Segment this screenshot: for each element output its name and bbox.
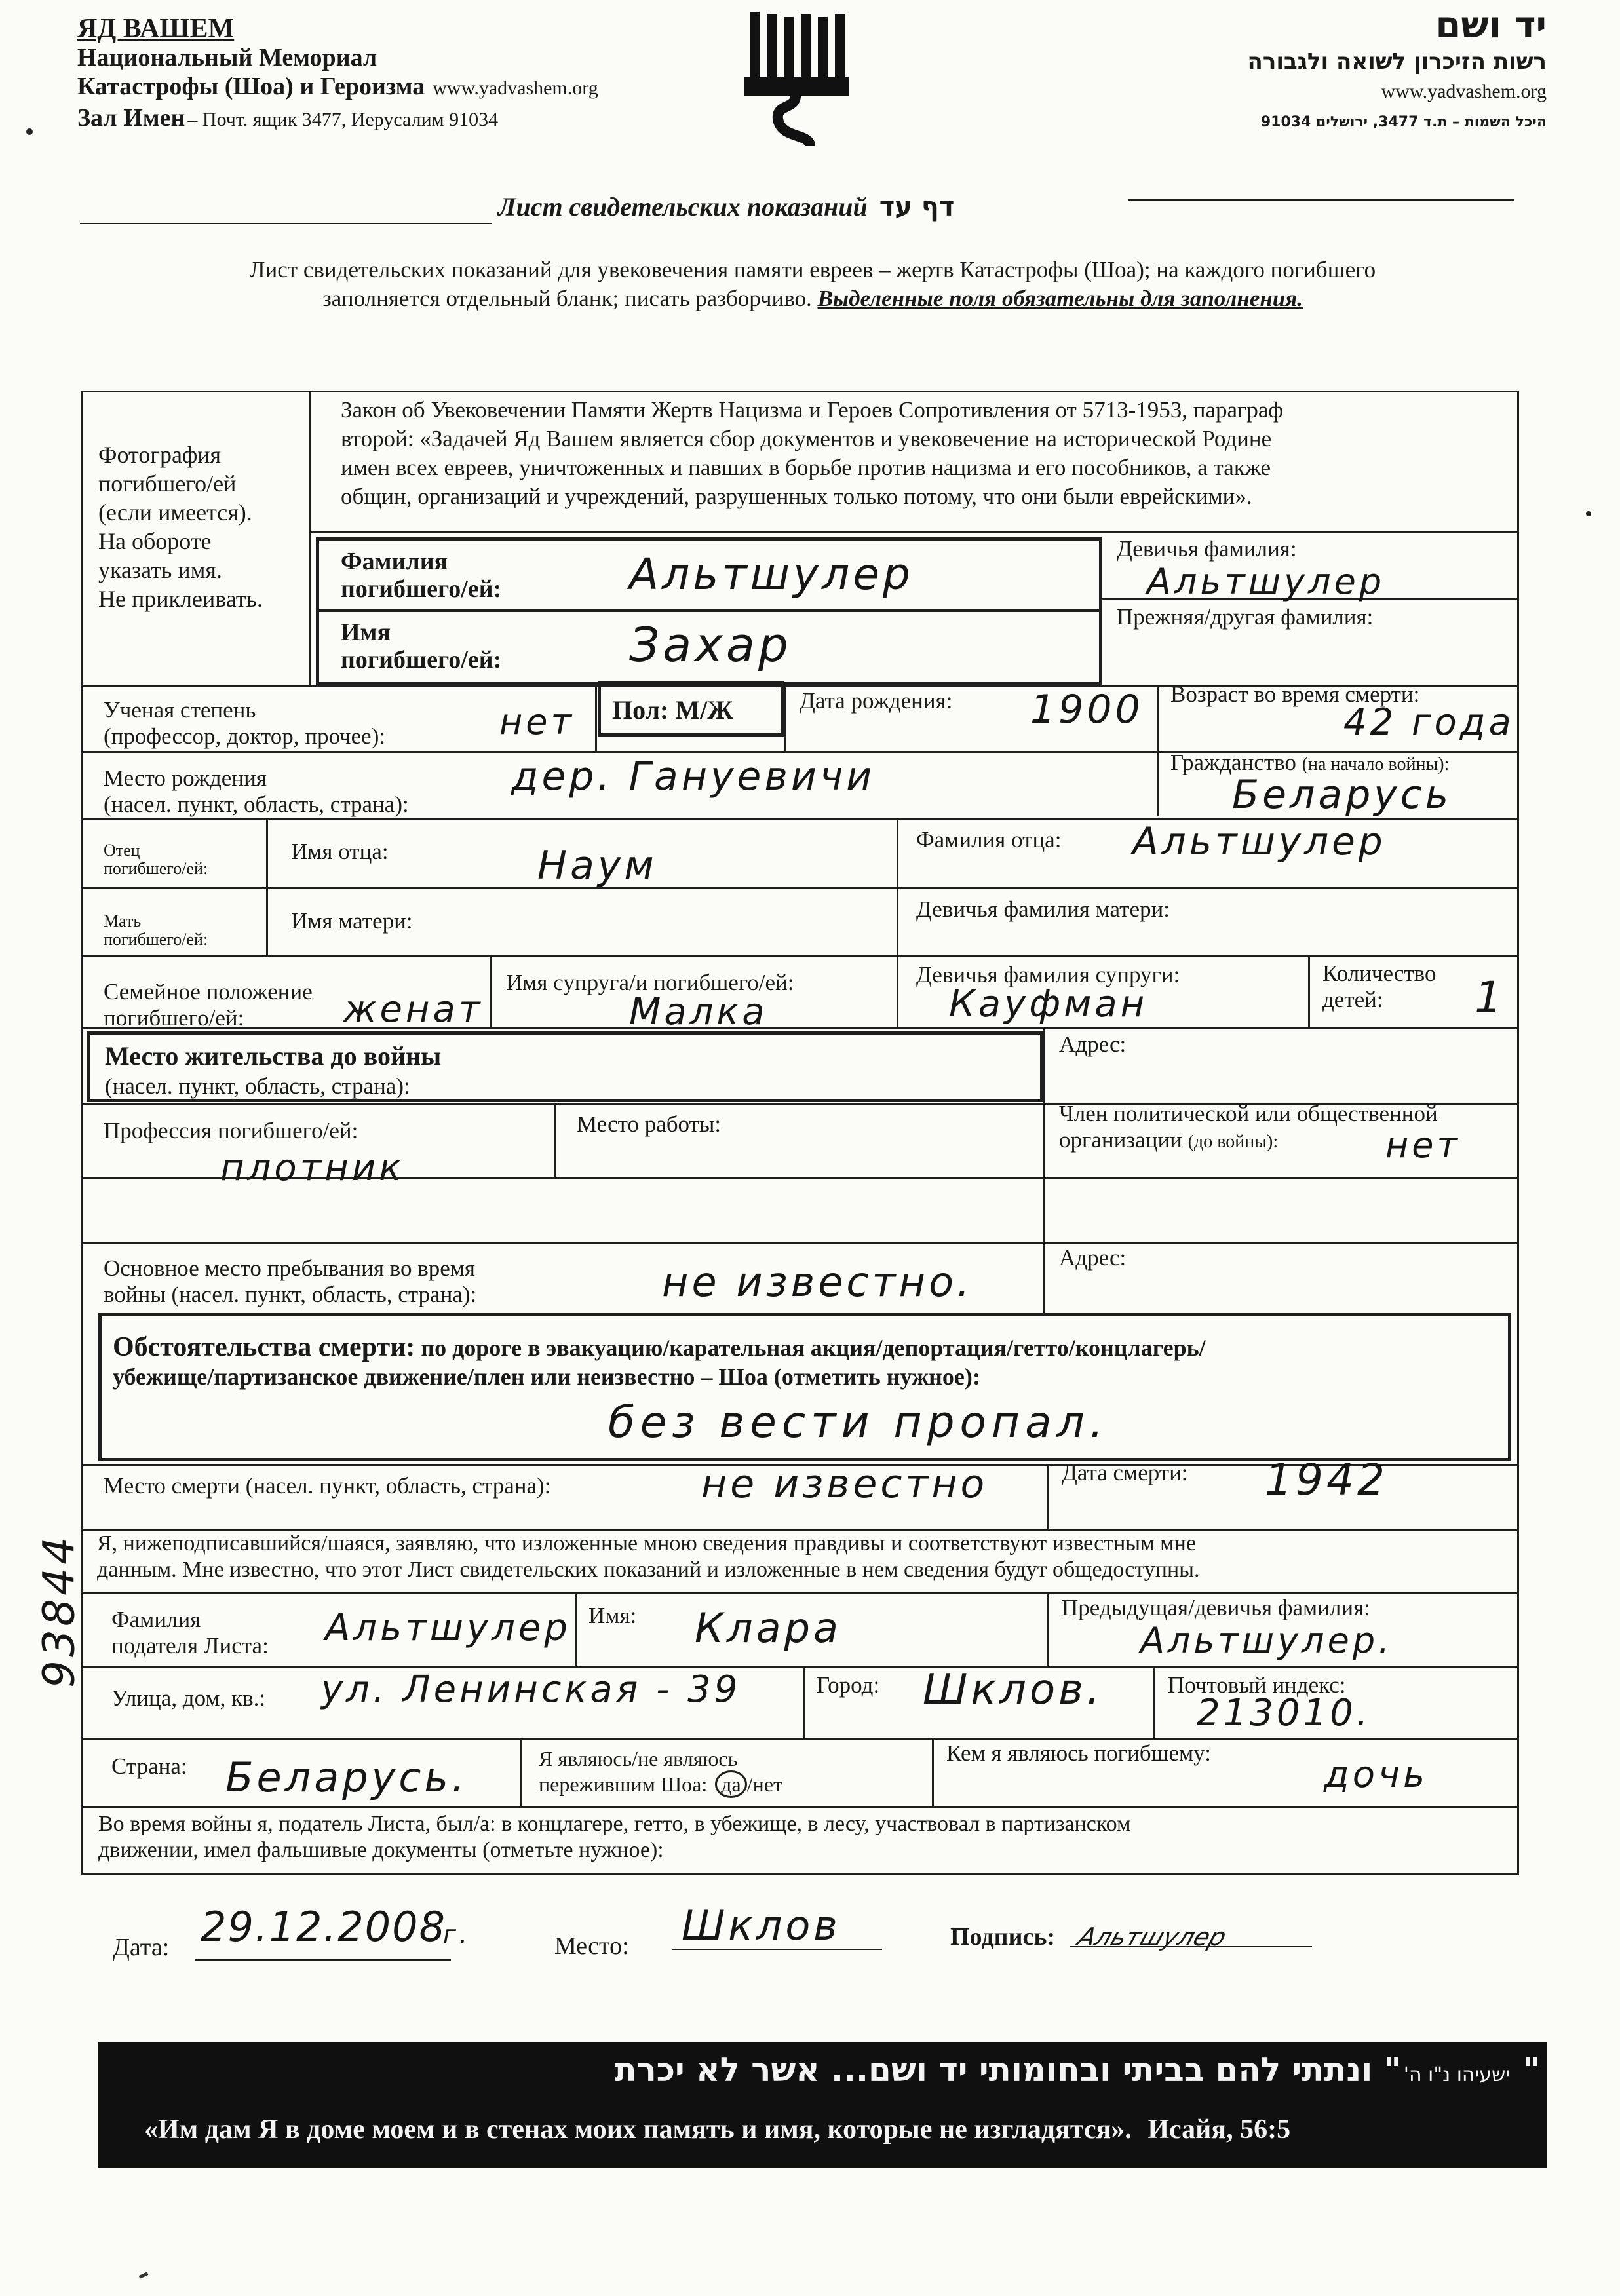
citizenship-value[interactable]: Беларусь bbox=[1232, 772, 1452, 818]
profession-value[interactable]: плотник bbox=[220, 1147, 405, 1189]
title-rule-right bbox=[1128, 199, 1514, 201]
sex-label: Пол: М/Ж bbox=[612, 695, 733, 725]
law-text-line: второй: «Задачей Яд Вашем является сбор документов и увековечение на исторической Родине bbox=[341, 426, 1272, 451]
label-line: Фамилия bbox=[111, 1607, 201, 1632]
age-value[interactable]: 42 года bbox=[1343, 701, 1514, 744]
victim-surname-label bbox=[341, 548, 501, 603]
photo-note-line: Фотография bbox=[98, 442, 222, 468]
label-line: войны (насел. пункт, область, страна): bbox=[104, 1282, 477, 1307]
age-label: Возраст во время смерти: bbox=[1170, 681, 1420, 707]
survivor-label bbox=[539, 1747, 782, 1798]
declaration-line: Я, нижеподписавшийся/шаяся, заявляю, что изложенные мною сведения правдивы и соответствуют известным мне bbox=[97, 1531, 1196, 1556]
yad-vashem-logo bbox=[733, 5, 864, 146]
row-rule bbox=[81, 1806, 1519, 1808]
org-url-left: www.yadvashem.org bbox=[433, 77, 598, 99]
col-rule bbox=[932, 1738, 934, 1806]
org-line2-he: רשות הזיכרון לשואה ולגבורה bbox=[1247, 48, 1547, 75]
label-line: организации bbox=[1059, 1127, 1182, 1153]
org-name-ru: ЯД ВАШЕМ bbox=[77, 14, 235, 44]
spouse-name-label: Имя супруга/и погибшего/ей: bbox=[506, 970, 794, 995]
org-address-ru: – Почт. ящик 3477, Иерусалим 91034 bbox=[187, 109, 499, 130]
label-line: Фамилия bbox=[341, 548, 448, 575]
victim-firstname-value[interactable]: Захар bbox=[629, 617, 792, 672]
col-rule bbox=[1043, 1027, 1045, 1244]
row-rule bbox=[81, 1738, 1519, 1740]
photo-divider bbox=[309, 391, 311, 687]
victim-other-surname-label: Прежняя/другая фамилия: bbox=[1117, 604, 1374, 630]
circumstances-value[interactable]: без вести пропал. bbox=[608, 1397, 1109, 1447]
org-name-he: יד ושם bbox=[1435, 4, 1547, 47]
survivor-no-option[interactable]: нет bbox=[752, 1772, 782, 1796]
quote-he-text: " ונתתי להם בביתי ובחומותי יד ושם... אשר לא יכרת" bbox=[614, 2051, 1540, 2089]
col-rule bbox=[897, 955, 898, 1027]
birthdate-label: Дата рождения: bbox=[800, 688, 953, 714]
photo-note-line: На обороте bbox=[98, 528, 212, 554]
marital-value[interactable]: женат bbox=[343, 988, 484, 1031]
label-line: Мать bbox=[104, 911, 142, 930]
relation-label: Кем я являюсь погибшему: bbox=[946, 1740, 1211, 1766]
law-text-line: общин, организаций и учреждений, разрушенных только потому, что они были еврейскими». bbox=[341, 484, 1252, 509]
spouse-name-value[interactable]: Малка bbox=[629, 991, 768, 1033]
date-suffix: г. bbox=[443, 1920, 471, 1949]
form-title-he: דף עד bbox=[879, 192, 955, 222]
photo-note-line: погибшего/ей bbox=[98, 470, 237, 497]
col-rule bbox=[784, 685, 786, 751]
quote-banner bbox=[98, 2042, 1547, 2168]
label-line: движении, имел фальшивые документы (отметьте нужное): bbox=[98, 1838, 664, 1862]
survivor-yes-option[interactable]: да bbox=[715, 1770, 746, 1798]
spouse-maiden-value[interactable]: Кауфман bbox=[949, 983, 1148, 1025]
spouse-maiden-label: Девичья фамилия супруги: bbox=[916, 962, 1180, 987]
col-rule bbox=[595, 685, 597, 751]
label-line: (профессор, доктор, прочее): bbox=[104, 723, 386, 749]
quote-he bbox=[478, 2051, 1540, 2089]
circumstances-text bbox=[113, 1333, 1495, 1391]
quote-ru bbox=[144, 2114, 1290, 2145]
children-label bbox=[1322, 961, 1436, 1013]
submitter-name-value[interactable]: Клара bbox=[695, 1604, 841, 1652]
row-rule bbox=[81, 955, 1519, 957]
col-rule bbox=[1157, 751, 1159, 816]
zip-label: Почтовый индекс: bbox=[1168, 1672, 1346, 1698]
citizenship-label-note: (на начало войны): bbox=[1302, 754, 1450, 775]
profession-label: Профессия погибшего/ей: bbox=[104, 1118, 358, 1143]
label-line: Имя bbox=[341, 619, 391, 646]
signature-label: Подпись: bbox=[950, 1923, 1056, 1951]
form-title-ru: Лист свидетельских показаний bbox=[498, 192, 868, 221]
mother-maiden-label: Девичья фамилия матери: bbox=[916, 896, 1170, 922]
father-name-value[interactable]: Наум bbox=[537, 843, 657, 889]
photo-note-line: (если имеется). bbox=[98, 499, 252, 526]
survivor-separator: / bbox=[746, 1772, 753, 1796]
date-label: Дата: bbox=[113, 1934, 170, 1961]
photo-note bbox=[98, 440, 301, 613]
col-rule bbox=[1308, 955, 1310, 1027]
header-left bbox=[77, 14, 667, 132]
col-rule bbox=[554, 1103, 556, 1177]
law-text-line: Закон об Увековечении Памяти Жертв Нацизма и Героев Сопротивления от 5713-1953, параграф bbox=[341, 397, 1284, 423]
label-line: Семейное положение bbox=[104, 979, 313, 1004]
col-rule bbox=[1047, 1464, 1049, 1529]
col-rule bbox=[803, 1666, 805, 1738]
birthplace-value[interactable]: дер. Гануевичи bbox=[511, 754, 876, 799]
city-value[interactable]: Шклов. bbox=[923, 1666, 1104, 1714]
submitter-prev-surname-label: Предыдущая/девичья фамилия: bbox=[1062, 1595, 1370, 1620]
circumstances-options: по дороге в эвакуацию/карательная акция/депортация/гетто/концлагерь/ bbox=[421, 1335, 1206, 1361]
row-rule bbox=[81, 887, 1519, 889]
residence-sub: (насел. пункт, область, страна): bbox=[105, 1073, 410, 1099]
victim-name-box-divider bbox=[316, 609, 1102, 612]
form-title bbox=[498, 191, 954, 222]
member-value[interactable]: нет bbox=[1385, 1124, 1461, 1166]
submitter-war-label bbox=[98, 1811, 1131, 1864]
workplace-label: Место работы: bbox=[577, 1111, 722, 1137]
declaration bbox=[97, 1531, 1200, 1583]
instructions-line1: Лист свидетельских показаний для увековечения памяти евреев – жертв Катастрофы (Шоа); на каждого погибшего bbox=[249, 257, 1376, 282]
victim-firstname-label bbox=[341, 619, 501, 674]
wartime-address-label: Адрес: bbox=[1059, 1245, 1127, 1271]
row-rule bbox=[81, 1027, 1519, 1029]
scan-speck bbox=[26, 128, 33, 135]
citizenship-label-main: Гражданство bbox=[1170, 750, 1296, 775]
place-value[interactable]: Шклов bbox=[682, 1902, 841, 1949]
date-value[interactable]: 29.12.2008 bbox=[201, 1903, 446, 1951]
submitter-surname-label bbox=[111, 1607, 269, 1659]
deathdate-label: Дата смерти: bbox=[1062, 1460, 1188, 1485]
label-line: пережившим Шоа: bbox=[539, 1772, 708, 1796]
label-line: Во время войны я, податель Листа, был/а: в концлагере, гетто, в убежище, в лесу, участвовал в партизанском bbox=[98, 1812, 1131, 1836]
instructions-emphasis: Выделенные поля обязательны для заполнения. bbox=[817, 286, 1303, 311]
submitter-name-label: Имя: bbox=[588, 1603, 637, 1628]
city-label: Город: bbox=[817, 1672, 880, 1698]
row-rule bbox=[81, 1242, 1519, 1244]
label-line: Отец bbox=[104, 841, 140, 860]
org-line2-ru: Национальный Мемориал bbox=[77, 44, 377, 71]
signature-underline bbox=[1070, 1946, 1312, 1947]
row-rule bbox=[81, 1592, 1519, 1594]
submitter-surname-value[interactable]: Альтшулер bbox=[325, 1607, 571, 1649]
deathplace-label: Место смерти (насел. пункт, область, страна): bbox=[104, 1473, 551, 1499]
row-rule bbox=[1101, 531, 1519, 533]
instructions bbox=[98, 256, 1527, 313]
hall-of-names-ru: Зал Имен bbox=[77, 104, 185, 132]
residence-label: Место жительства до войны bbox=[105, 1041, 442, 1071]
member-label bbox=[1059, 1101, 1438, 1155]
father-surname-label: Фамилия отца: bbox=[916, 827, 1062, 852]
member-label-note: (до войны): bbox=[1187, 1132, 1279, 1152]
col-rule bbox=[1157, 685, 1159, 751]
father-surname-value[interactable]: Альтшулер bbox=[1132, 819, 1386, 864]
label-line: детей: bbox=[1322, 987, 1383, 1012]
photo-note-line: указать имя. bbox=[98, 557, 222, 583]
submitter-prev-surname-value[interactable]: Альтшулер. bbox=[1140, 1620, 1393, 1661]
father-name-label: Имя отца: bbox=[291, 839, 389, 864]
wartime-value[interactable]: не известно. bbox=[662, 1258, 973, 1306]
scan-speck bbox=[1586, 511, 1591, 516]
quote-ru-text: «Им дам Я в доме моем и в стенах моих память и имя, которые не изгладятся». bbox=[144, 2114, 1132, 2145]
birthplace-label bbox=[104, 765, 409, 818]
photo-note-line: Не приклеивать. bbox=[98, 586, 263, 612]
label-line: Основное место пребывания во время bbox=[104, 1255, 476, 1281]
row-rule bbox=[81, 1177, 1519, 1179]
signature-value[interactable]: Альтшулер bbox=[1073, 1923, 1231, 1951]
street-label: Улица, дом, кв.: bbox=[111, 1685, 266, 1711]
label-line: погибшего/ей: bbox=[341, 575, 502, 603]
label-line: Член политической или общественной bbox=[1059, 1101, 1438, 1126]
col-rule bbox=[266, 818, 268, 955]
col-rule bbox=[575, 1592, 577, 1666]
col-rule bbox=[897, 818, 898, 955]
country-value[interactable]: Беларусь. bbox=[225, 1753, 468, 1801]
col-rule bbox=[1043, 1242, 1045, 1314]
date-underline bbox=[195, 1959, 451, 1961]
street-value[interactable]: ул. Ленинская - 39 bbox=[321, 1668, 741, 1711]
col-rule bbox=[520, 1738, 522, 1806]
col-rule bbox=[490, 955, 492, 1027]
label-line: Количество bbox=[1322, 961, 1437, 986]
instructions-line2: заполняется отдельный бланк; писать разборчиво. bbox=[322, 286, 812, 311]
mother-label bbox=[104, 912, 208, 949]
scan-speck bbox=[139, 2272, 149, 2278]
victim-surname-value[interactable]: Альтшулер bbox=[629, 549, 914, 600]
label-line: погибшего/ей: bbox=[104, 1005, 244, 1031]
place-label: Место: bbox=[554, 1932, 629, 1960]
deathdate-value[interactable]: 1942 bbox=[1265, 1455, 1388, 1505]
degree-label bbox=[104, 697, 385, 750]
org-line3-ru: Катастрофы (Шоа) и Героизма bbox=[77, 73, 425, 100]
zip-value[interactable]: 213010. bbox=[1197, 1692, 1372, 1734]
country-label: Страна: bbox=[111, 1753, 187, 1779]
col-rule bbox=[1153, 1666, 1155, 1738]
label-line: погибшего/ей: bbox=[104, 930, 208, 949]
label-line: (насел. пункт, область, страна): bbox=[104, 792, 409, 817]
marital-label bbox=[104, 979, 313, 1031]
label-line: Место рождения bbox=[104, 765, 267, 791]
law-text bbox=[341, 396, 1514, 511]
margin-note: 93844 bbox=[33, 1534, 85, 1688]
col-rule bbox=[1047, 1592, 1049, 1666]
label-line: Ученая степень bbox=[104, 697, 256, 723]
wartime-label bbox=[104, 1255, 476, 1308]
row-rule bbox=[81, 1666, 1519, 1668]
children-value[interactable]: 1 bbox=[1475, 972, 1505, 1023]
label-line: подателя Листа: bbox=[111, 1633, 269, 1658]
label-line: погибшего/ей: bbox=[104, 859, 208, 878]
circumstances-options: убежище/партизанское движение/плен или неизвестно – Шоа (отметить нужное): bbox=[113, 1364, 980, 1390]
mother-name-label: Имя матери: bbox=[291, 908, 413, 934]
place-underline bbox=[672, 1949, 882, 1950]
row-rule bbox=[309, 531, 1102, 533]
circumstances-label: Обстоятельства смерти: bbox=[113, 1332, 415, 1362]
relation-value[interactable]: дочь bbox=[1324, 1753, 1429, 1796]
org-address-he: היכל השמות – ת.ד 3477, ירושלים 91034 bbox=[1260, 114, 1547, 130]
victim-maiden-value[interactable]: Альтшулер bbox=[1147, 561, 1385, 602]
org-url-right: www.yadvashem.org bbox=[1381, 81, 1547, 102]
header-right bbox=[1022, 5, 1547, 132]
quote-he-source: ישעיהו נ"ו ה' bbox=[1403, 2063, 1510, 2086]
quote-ru-source: Исайя, 56:5 bbox=[1148, 2114, 1291, 2145]
label-line: Я являюсь/не являюсь bbox=[539, 1747, 738, 1770]
title-rule-left bbox=[80, 223, 492, 224]
father-label bbox=[104, 841, 208, 878]
degree-value[interactable]: нет bbox=[499, 701, 575, 742]
deathplace-value[interactable]: не известно bbox=[701, 1461, 988, 1507]
birthdate-value[interactable]: 1900 bbox=[1030, 687, 1144, 733]
law-text-line: имен всех евреев, уничтоженных и павших в борьбе против нацизма и его пособников, а также bbox=[341, 455, 1271, 480]
label-line: погибшего/ей: bbox=[341, 646, 502, 674]
victim-maiden-label: Девичья фамилия: bbox=[1117, 536, 1297, 562]
declaration-line: данным. Мне известно, что этот Лист свидетельских показаний и изложенные в нем сведения будут общедоступны. bbox=[97, 1558, 1200, 1582]
residence-address-label: Адрес: bbox=[1059, 1031, 1127, 1057]
